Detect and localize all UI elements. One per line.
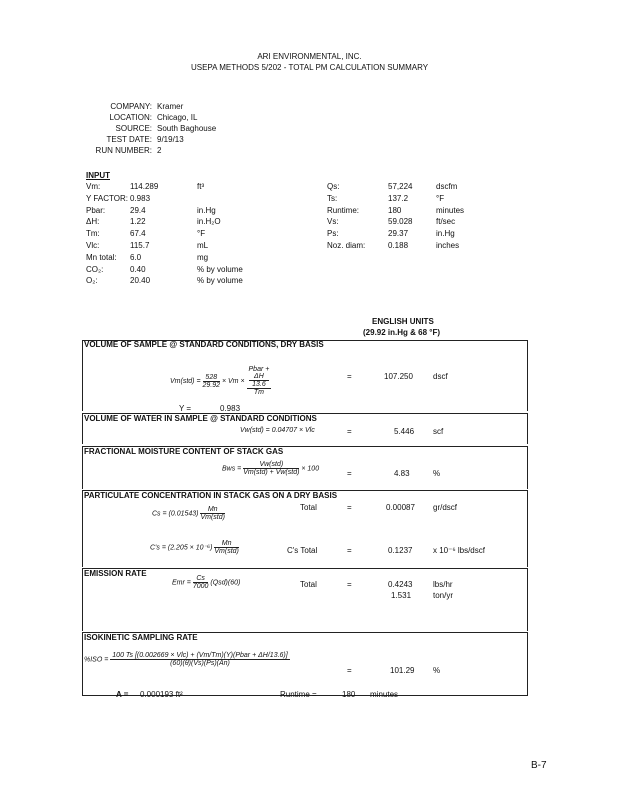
input-right-label: Noz. diam: [327,241,366,250]
emission-formula-rhs: (Qsd)(60) [210,579,241,587]
input-right-unit: inches [436,241,460,250]
particulate-section-box [82,490,528,567]
input-left-label: Vlc: [86,241,100,250]
input-left-value: 114.289 [130,182,159,191]
input-left-value: 1.22 [130,217,146,227]
particulate-f2-unit: x 10⁻⁶ lbs/dscf [433,546,485,555]
input-left-unit: in.Hg [197,205,216,215]
input-right-value: 137.2 [388,193,409,203]
particulate-f2-value: 0.1237 [388,546,413,555]
input-left-value: 20.40 [130,276,151,286]
emission-unit-2: ton/yr [433,591,454,600]
input-left-unit: ft³ [197,182,205,191]
isokinetic-formula-lhs: %ISO = [84,656,109,664]
isokinetic-value: 101.29 [390,666,415,675]
input-right-label: Runtime: [327,205,360,215]
input-left-value: 0.983 [130,193,151,203]
input-right-unit: in.Hg [436,229,455,239]
input-left-label: Pbar: [86,205,106,215]
volume-formula-ratio: $\frac{528}{29.92}$ [202,373,221,389]
volume-value: 107.250 [384,372,413,381]
input-left-label: Mn total: [86,252,117,262]
info-value: Kramer [157,102,184,111]
input-left-unit: mL [197,241,209,250]
volume-formula-vm: × Vm × [221,377,245,385]
emission-unit-1: lbs/hr [433,580,453,589]
volume-unit: dscf [433,372,448,381]
units-conditions: (29.92 in.Hg & 68 °F) [363,328,440,337]
info-value: South Baghouse [157,124,217,133]
water-eq: = [347,427,352,436]
particulate-f1-fraction: $\frac{Mn}{\text{Vm(std)}}$ [200,506,225,521]
input-right-value: 57,224 [388,182,413,191]
info-value: 9/19/13 [157,135,184,144]
emission-eq: = [347,580,352,589]
emission-formula [172,575,240,590]
particulate-f2-lhs: C's = (2.205 × 10⁻⁶) [150,544,213,552]
runtime-value: 180 [342,690,356,699]
input-left-unit: in.H₂O [197,217,221,227]
info-value: 2 [157,146,162,155]
moisture-eq: = [347,469,352,478]
input-left-value: 67.4 [130,229,146,239]
input-right-unit: °F [436,193,445,203]
emission-value-2: 1.531 [391,591,412,600]
particulate-f2-label: C's Total [287,546,318,555]
volume-eq: = [347,372,352,381]
nozzle-area-label: A = [116,690,129,699]
input-left-unit: % by volume [197,264,243,274]
nozzle-area-value: 0.000193 ft² [140,690,183,699]
input-right-value: 180 [388,205,402,215]
particulate-f1-unit: gr/dscf [433,503,458,512]
moisture-formula-lhs: Bws = [222,465,242,473]
particulate-f2-eq: = [347,546,352,555]
particulate-section-title: PARTICULATE CONCENTRATION IN STACK GAS ON A DRY BASIS [84,491,338,500]
moisture-formula-fraction: $\frac{\text{Vw(std)}}{\text{Vm(std) + Vw(std)}}$ [243,461,300,476]
volume-formula [170,366,271,396]
input-left-value: 0.40 [130,264,146,274]
particulate-formula-2 [150,540,239,555]
water-value: 5.446 [394,427,415,436]
water-unit: scf [433,427,444,436]
input-right-unit: minutes [436,205,465,215]
input-left-unit: % by volume [197,276,243,286]
particulate-f1-value: 0.00087 [386,503,415,512]
info-label: COMPANY: [110,102,152,111]
input-heading: INPUT [86,171,110,180]
isokinetic-formula [84,652,290,667]
input-right-label: Qs: [327,182,340,191]
info-label: SOURCE: [115,124,152,133]
particulate-f2-fraction: $\frac{Mn}{\text{Vm(std)}}$ [214,540,239,555]
emission-section-box [82,568,528,631]
input-left-unit: °F [197,229,206,239]
input-left-unit: mg [197,252,209,262]
input-left-value: 6.0 [130,252,142,262]
input-left-label: Y FACTOR: [86,193,128,203]
units-heading: ENGLISH UNITS [372,317,434,326]
input-right-value: 59.028 [388,217,413,227]
emission-section-title: EMISSION RATE [84,569,147,578]
moisture-formula [222,461,319,476]
input-left-label: O₂: [86,276,98,286]
company-header: ARI ENVIRONMENTAL, INC. [257,52,362,61]
runtime-unit: minutes [370,690,399,699]
input-left-value: 115.7 [130,241,150,250]
input-left-value: 29.4 [130,205,146,215]
emission-formula-fraction: $\frac{Cs}{7000}$ [192,575,209,590]
emission-value-1: 0.4243 [388,580,413,589]
input-right-label: Ts: [327,193,338,203]
water-section-title: VOLUME OF WATER IN SAMPLE @ STANDARD CONDITIONS [84,414,317,423]
input-left-label: Tm: [86,229,100,239]
report-title: USEPA METHODS 5/202 - TOTAL PM CALCULATION SUMMARY [190,63,429,72]
moisture-unit: % [433,469,441,478]
isokinetic-formula-fraction: $\frac{\text{100 Ts [(0.002669 × Vlc) + (Vm/Tm)(Y)(Pbar + ΔH/13.6)]}}{(60)(\theta)(Vs)(Ps)(An)}$ [112,652,288,667]
emission-label: Total [300,580,317,589]
input-right-value: 0.188 [388,241,409,250]
input-right-value: 29.37 [388,229,409,239]
info-value: Chicago, IL [157,113,198,122]
particulate-f1-eq: = [347,503,352,512]
y-factor-label: Y = [179,404,192,413]
emission-formula-lhs: Emr = [172,579,191,587]
runtime-label: Runtime = [280,690,317,699]
input-right-label: Ps: [327,229,339,239]
input-right-label: Vs: [327,217,339,227]
y-factor-value: 0.983 [220,404,241,413]
moisture-value: 4.83 [394,469,410,478]
isokinetic-unit: % [433,666,441,675]
input-right-unit: ft/sec [436,217,456,227]
input-right-unit: dscfm [436,182,458,191]
volume-formula-lhs: Vm(std) = [170,377,201,385]
isokinetic-eq: = [347,666,352,675]
volume-section-title: VOLUME OF SAMPLE @ STANDARD CONDITIONS, DRY BASIS [84,340,324,349]
info-label: LOCATION: [109,113,152,122]
input-left-label: ΔH: [86,217,100,227]
moisture-section-title: FRACTIONAL MOISTURE CONTENT OF STACK GAS [84,447,284,456]
volume-formula-pressure: Pbar + ΔH 13.6 Tm [248,366,270,396]
info-label: RUN NUMBER: [95,146,152,155]
particulate-f1-lhs: Cs = (0.01543) [152,510,199,518]
input-left-label: CO₂: [86,264,104,274]
particulate-formula-1 [152,506,225,521]
volume-section-box [82,340,528,411]
page-number: B-7 [531,760,547,771]
input-left-label: Vm: [86,182,101,191]
moisture-formula-rhs: × 100 [301,465,320,473]
particulate-f1-label: Total [300,503,317,512]
info-label: TEST DATE: [106,135,152,144]
water-formula: Vw(std) = 0.04707 × Vlc [240,427,315,434]
isokinetic-section-title: ISOKINETIC SAMPLING RATE [84,633,198,642]
